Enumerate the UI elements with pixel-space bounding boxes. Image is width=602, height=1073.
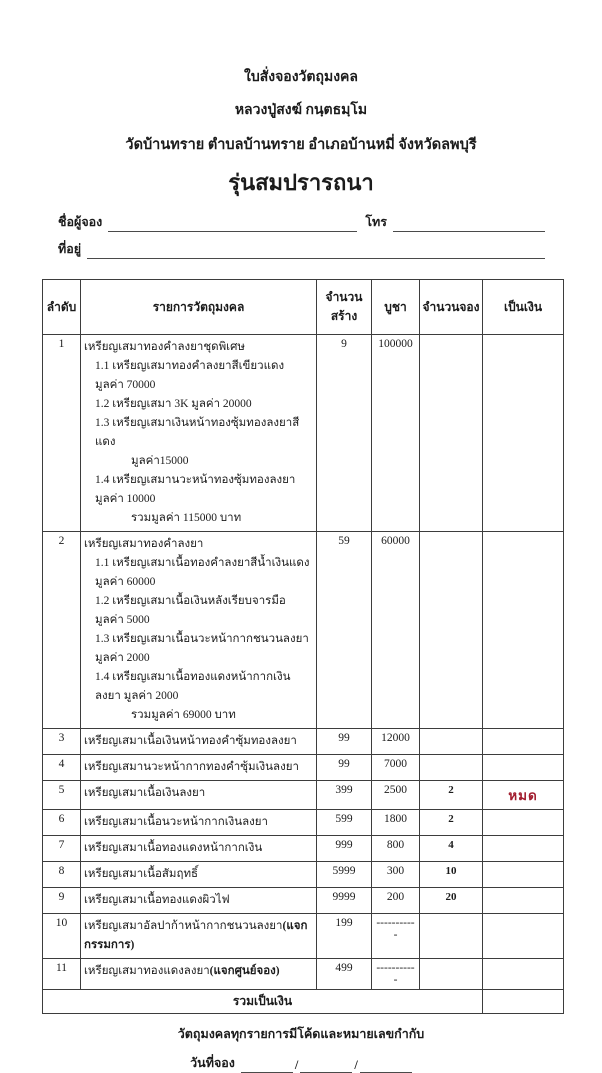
reserved-cell xyxy=(420,914,483,959)
name-input-line[interactable] xyxy=(108,217,357,232)
price-cell: 800 xyxy=(372,836,420,862)
reserved-cell xyxy=(420,729,483,755)
row-no: 10 xyxy=(43,914,81,959)
price-cell: 7000 xyxy=(372,755,420,781)
price-cell: 1800 xyxy=(372,810,420,836)
table-row xyxy=(43,729,564,755)
row-no: 2 xyxy=(43,532,81,729)
item-name: เหรียญเสมาทองคำลงยา xyxy=(84,538,204,550)
date-separator: / xyxy=(354,1058,358,1072)
made-cell: 199 xyxy=(317,914,372,959)
price-cell: ----------- xyxy=(372,959,420,990)
item-name: เหรียญเสมาเนื้อเงินหน้าทองคำซุ้มทองลงยา xyxy=(84,735,297,747)
item-cell xyxy=(81,914,317,959)
address-input-line[interactable] xyxy=(87,244,545,259)
item-detail-line: 1.3 เหรียญเสมาเงินหน้าทองซุ้มทองลงยาสีแดง xyxy=(95,417,300,448)
table-body xyxy=(43,335,564,990)
date-label: วันที่จอง xyxy=(190,1056,235,1070)
made-cell: 5999 xyxy=(317,862,372,888)
booking-date-line xyxy=(0,1053,602,1073)
col-header-index: ลำดับ xyxy=(43,280,81,335)
item-cell xyxy=(81,959,317,990)
row-no: 9 xyxy=(43,888,81,914)
table-header-row xyxy=(43,280,564,335)
customer-fill-area xyxy=(58,212,545,259)
made-cell: 99 xyxy=(317,755,372,781)
amount-cell xyxy=(483,914,564,959)
price-cell: 200 xyxy=(372,888,420,914)
temple-address: วัดบ้านทราย ตำบลบ้านทราย อำเภอบ้านหมี่ จังหวัดลพบุรี xyxy=(125,137,477,153)
amount-cell xyxy=(483,729,564,755)
reserved-cell xyxy=(420,755,483,781)
item-detail-line: มูลค่า15000 xyxy=(131,455,189,467)
row-no: 6 xyxy=(43,810,81,836)
price-cell: ----------- xyxy=(372,914,420,959)
amount-cell xyxy=(483,862,564,888)
table-row xyxy=(43,335,564,532)
amount-cell: หมด xyxy=(483,781,564,810)
item-detail-line: 1.3 เหรียญเสมาเนื้อนวะหน้ากากชนวนลงยา มูลค่า 2000 xyxy=(95,633,309,664)
name-label: ชื่อผู้จอง xyxy=(58,215,103,229)
made-cell: 59 xyxy=(317,532,372,729)
item-name: เหรียญเสมาอัลปาก้าหน้ากากชนวนลงยา(แจกกรรมการ) xyxy=(84,920,308,951)
item-detail-line: 1.2 เหรียญเสมา 3K มูลค่า 20000 xyxy=(95,398,252,410)
made-cell: 99 xyxy=(317,729,372,755)
phone-input-line[interactable] xyxy=(393,217,545,232)
item-cell xyxy=(81,810,317,836)
item-detail-line: 1.2 เหรียญเสมาเนื้อเงินหลังเรียบจารมือ มูลค่า 5000 xyxy=(95,595,286,626)
reserved-cell: 2 xyxy=(420,781,483,810)
item-name: เหรียญเสมาเนื้อนวะหน้ากากเงินลงยา xyxy=(84,816,268,828)
item-cell xyxy=(81,862,317,888)
amount-cell xyxy=(483,532,564,729)
phone-label: โทร xyxy=(365,215,387,229)
item-name: เหรียญเสมานวะหน้ากากทองคำซุ้มเงินลงยา xyxy=(84,761,299,773)
amount-cell xyxy=(483,959,564,990)
table-row xyxy=(43,781,564,810)
edition-name: รุ่นสมปรารถนา xyxy=(228,170,374,195)
item-name: เหรียญเสมาเนื้อทองแดงหน้ากากเงิน xyxy=(84,842,263,854)
made-cell: 399 xyxy=(317,781,372,810)
item-detail-line: 1.1 เหรียญเสมาทองคำลงยาสีเขียวแดง มูลค่า 70000 xyxy=(95,360,285,391)
date-month-input-line[interactable] xyxy=(300,1059,352,1073)
total-amount-cell xyxy=(483,990,564,1014)
date-day-input-line[interactable] xyxy=(241,1059,293,1073)
made-cell: 599 xyxy=(317,810,372,836)
item-cell xyxy=(81,888,317,914)
item-detail-line: 1.4 เหรียญเสมานวะหน้าทองซุ้มทองลงยา มูลค่า 10000 xyxy=(95,474,296,505)
price-cell: 100000 xyxy=(372,335,420,532)
item-name: เหรียญเสมาทองคำลงยาชุดพิเศษ xyxy=(84,341,245,353)
amount-cell xyxy=(483,810,564,836)
price-cell: 300 xyxy=(372,862,420,888)
item-name: เหรียญเสมาเนื้อเงินลงยา xyxy=(84,787,206,799)
document-header xyxy=(0,66,602,200)
total-label: รวมเป็นเงิน xyxy=(43,990,483,1014)
total-row xyxy=(43,990,564,1014)
item-detail-line: รวมมูลค่า 115000 บาท xyxy=(131,512,242,524)
table-row xyxy=(43,755,564,781)
item-cell xyxy=(81,532,317,729)
item-cell xyxy=(81,781,317,810)
col-header-amount: เป็นเงิน xyxy=(483,280,564,335)
monk-name: หลวงปู่สงฆ์ กนฺตธมฺโม xyxy=(234,103,368,118)
row-no: 4 xyxy=(43,755,81,781)
row-no: 11 xyxy=(43,959,81,990)
made-cell: 999 xyxy=(317,836,372,862)
price-cell: 60000 xyxy=(372,532,420,729)
row-no: 1 xyxy=(43,335,81,532)
item-name-note: (แจกศูนย์จอง) xyxy=(209,965,280,977)
item-detail-line: 1.1 เหรียญเสมาเนื้อทองคำลงยาสีน้ำเงินแดง มูลค่า 60000 xyxy=(95,557,310,588)
row-no: 8 xyxy=(43,862,81,888)
row-no: 5 xyxy=(43,781,81,810)
col-header-quantity-reserved: จำนวนจอง xyxy=(420,280,483,335)
item-name: เหรียญเสมาเนื้อทองแดงผิวไฟ xyxy=(84,894,230,906)
reserved-cell: 4 xyxy=(420,836,483,862)
item-cell xyxy=(81,335,317,532)
table-row xyxy=(43,836,564,862)
item-cell xyxy=(81,755,317,781)
item-name: เหรียญเสมาเนื้อสัมฤทธิ์ xyxy=(84,868,199,880)
reserved-cell: 10 xyxy=(420,862,483,888)
made-cell: 499 xyxy=(317,959,372,990)
item-cell xyxy=(81,729,317,755)
price-cell: 2500 xyxy=(372,781,420,810)
price-cell: 12000 xyxy=(372,729,420,755)
item-detail-line: รวมมูลค่า 69000 บาท xyxy=(131,709,236,721)
date-year-input-line[interactable] xyxy=(360,1059,412,1073)
order-table xyxy=(42,279,564,1014)
table-row xyxy=(43,862,564,888)
reserved-cell: 20 xyxy=(420,888,483,914)
code-note: วัตถุมงคลทุกรายการมีโค้ดและหมายเลขกำกับ xyxy=(177,1027,425,1041)
item-detail-line: 1.4 เหรียญเสมาเนื้อทองแดงหน้ากากเงินลงยา มูลค่า 2000 xyxy=(95,671,291,702)
col-header-price: บูชา xyxy=(372,280,420,335)
made-cell: 9 xyxy=(317,335,372,532)
row-no: 7 xyxy=(43,836,81,862)
table-row xyxy=(43,914,564,959)
reserved-cell xyxy=(420,335,483,532)
table-row xyxy=(43,810,564,836)
reserved-cell xyxy=(420,959,483,990)
amount-cell xyxy=(483,335,564,532)
item-name-note: (แจกกรรมการ) xyxy=(84,920,308,951)
amount-cell xyxy=(483,836,564,862)
item-name: เหรียญเสมาทองแดงลงยา(แจกศูนย์จอง) xyxy=(84,965,280,977)
reserved-cell: 2 xyxy=(420,810,483,836)
col-header-item: รายการวัตถุมงคล xyxy=(81,280,317,335)
item-cell xyxy=(81,836,317,862)
made-cell: 9999 xyxy=(317,888,372,914)
amount-cell xyxy=(483,888,564,914)
row-no: 3 xyxy=(43,729,81,755)
amount-cell xyxy=(483,755,564,781)
date-separator: / xyxy=(294,1058,299,1072)
reserved-cell xyxy=(420,532,483,729)
table-row xyxy=(43,532,564,729)
table-row xyxy=(43,959,564,990)
table-row xyxy=(43,888,564,914)
col-header-quantity-made: จำนวนสร้าง xyxy=(317,280,372,335)
form-title: ใบสั่งจองวัตถุมงคล xyxy=(244,70,358,85)
address-label: ที่อยู่ xyxy=(58,242,82,256)
